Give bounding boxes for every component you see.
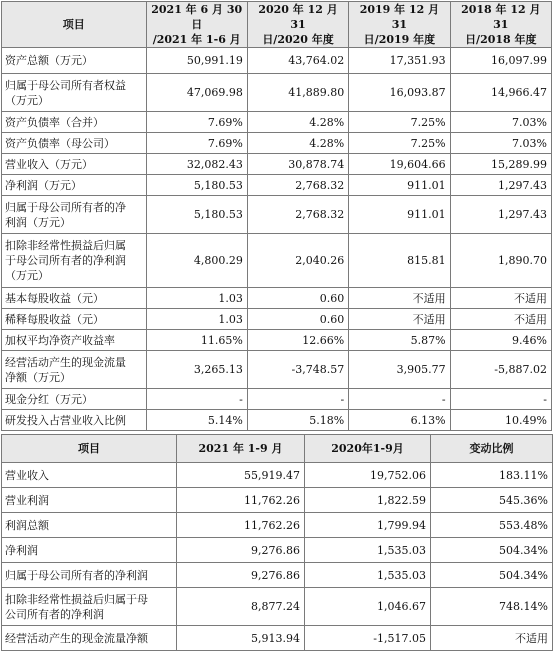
cell-text-line: 公司所有者的净利润: [5, 607, 104, 621]
value-cell: 6.13%: [349, 410, 450, 431]
table-row: [2, 513, 553, 538]
table-row: [2, 351, 552, 389]
quarterly-comparison-table: [1, 434, 553, 651]
cell-text-line: 归属于母公司所有者权益: [5, 78, 126, 92]
value-cell: 1,535.03: [305, 563, 431, 588]
row-label: [2, 538, 177, 563]
value-cell: 545.36%: [431, 488, 553, 513]
table-row: [2, 133, 552, 154]
table-row: [2, 74, 552, 112]
value-cell: 1,046.67: [305, 588, 431, 626]
cell-text-line: 2018 年 12 月 31: [461, 3, 541, 31]
value-cell: 1,297.43: [450, 196, 551, 234]
value-cell: 4.28%: [247, 133, 348, 154]
value-cell: 1,890.70: [450, 234, 551, 288]
value-cell: 7.69%: [146, 133, 247, 154]
column-header-period: 2021 年 1-9 月: [177, 435, 305, 463]
table-row: [2, 309, 552, 330]
value-cell: -5,887.02: [450, 351, 551, 389]
value-cell: -: [247, 389, 348, 410]
row-label: [2, 513, 177, 538]
value-cell: 1,535.03: [305, 538, 431, 563]
value-cell: 47,069.98: [146, 74, 247, 112]
table-row: [2, 48, 552, 74]
value-cell: 2,040.26: [247, 234, 348, 288]
value-cell: 9.46%: [450, 330, 551, 351]
table-row: [2, 234, 552, 288]
cell-text-line: 净利润: [5, 543, 38, 557]
value-cell: 19,752.06: [305, 463, 431, 488]
column-header-period: [450, 2, 551, 48]
cell-text-line: /2021 年 1-6 月: [152, 33, 241, 46]
cell-text-line: 利润（万元）: [5, 215, 71, 229]
value-cell: 5,180.53: [146, 175, 247, 196]
value-cell: -: [146, 389, 247, 410]
value-cell: 1,822.59: [305, 488, 431, 513]
column-header-period: [349, 2, 450, 48]
cell-text-line: 营业利润: [5, 493, 49, 507]
value-cell: 9,276.86: [177, 563, 305, 588]
row-label: [2, 309, 147, 330]
row-label: [2, 351, 147, 389]
value-cell: 911.01: [349, 196, 450, 234]
cell-text-line: 现金分红（万元）: [5, 392, 93, 406]
cell-text-line: 资产总额（万元）: [5, 54, 93, 67]
value-cell: 17,351.93: [349, 48, 450, 74]
cell-text-line: 2020 年 12 月 31: [258, 3, 338, 31]
value-cell: 5.18%: [247, 410, 348, 431]
value-cell: 41,889.80: [247, 74, 348, 112]
financial-indicators-table: [1, 1, 552, 431]
cell-text-line: 基本每股收益（元）: [5, 291, 104, 305]
table-row: [2, 175, 552, 196]
table-row: [2, 463, 553, 488]
value-cell: 0.60: [247, 309, 348, 330]
row-label: [2, 463, 177, 488]
value-cell: 14,966.47: [450, 74, 551, 112]
table-row: [2, 588, 553, 626]
table-row: [2, 288, 552, 309]
row-label: [2, 133, 147, 154]
value-cell: 10.49%: [450, 410, 551, 431]
value-cell: 8,877.24: [177, 588, 305, 626]
cell-text-line: 稀释每股收益（元）: [5, 312, 104, 326]
value-cell: 815.81: [349, 234, 450, 288]
table-row: [2, 488, 553, 513]
value-cell: 11,762.26: [177, 513, 305, 538]
value-cell: 0.60: [247, 288, 348, 309]
value-cell: 11,762.26: [177, 488, 305, 513]
value-cell: 1.03: [146, 288, 247, 309]
cell-text-line: 扣除非经常性损益后归属于母: [5, 592, 148, 606]
value-cell: -3,748.57: [247, 351, 348, 389]
value-cell: 9,276.86: [177, 538, 305, 563]
row-label: [2, 154, 147, 175]
table-row: [2, 112, 552, 133]
row-label: [2, 488, 177, 513]
value-cell: 748.14%: [431, 588, 553, 626]
row-label: [2, 389, 147, 410]
table-header-row: [2, 2, 552, 48]
value-cell: 183.11%: [431, 463, 553, 488]
cell-text-line: 日/2019 年度: [363, 33, 436, 46]
value-cell: 553.48%: [431, 513, 553, 538]
value-cell: 4.28%: [247, 112, 348, 133]
cell-text-line: 扣除非经常性损益后归属: [5, 239, 126, 252]
value-cell: 5,180.53: [146, 196, 247, 234]
cell-text-line: 净额（万元）: [5, 370, 71, 384]
cell-text-line: 加权平均净资产收益率: [5, 333, 115, 347]
row-label: [2, 563, 177, 588]
cell-text-line: 归属于母公司所有者的净: [5, 200, 126, 214]
value-cell: 43,764.02: [247, 48, 348, 74]
cell-text-line: 净利润（万元）: [5, 178, 82, 192]
value-cell: 1.03: [146, 309, 247, 330]
cell-text-line: 营业收入（万元）: [5, 157, 93, 171]
cell-text-line: （万元）: [5, 269, 49, 282]
column-header-item: [2, 2, 147, 48]
column-header-item: 项目: [2, 435, 177, 463]
value-cell: 30,878.74: [247, 154, 348, 175]
value-cell: 不适用: [450, 309, 551, 330]
row-label: [2, 588, 177, 626]
value-cell: 5.87%: [349, 330, 450, 351]
value-cell: 16,093.87: [349, 74, 450, 112]
value-cell: 19,604.66: [349, 154, 450, 175]
cell-text-line: 资产负债率（合并）: [5, 115, 104, 129]
value-cell: 1,297.43: [450, 175, 551, 196]
value-cell: 32,082.43: [146, 154, 247, 175]
row-label: [2, 175, 147, 196]
value-cell: 3,265.13: [146, 351, 247, 389]
row-label: [2, 48, 147, 74]
cell-text-line: 利润总额: [5, 518, 49, 532]
cell-text-line: 日/2020 年度: [262, 33, 334, 46]
cell-text-line: 营业收入: [5, 468, 49, 482]
value-cell: 7.25%: [349, 133, 450, 154]
value-cell: 504.34%: [431, 563, 553, 588]
value-cell: 504.34%: [431, 538, 553, 563]
value-cell: 不适用: [349, 309, 450, 330]
value-cell: 4,800.29: [146, 234, 247, 288]
cell-text-line: 归属于母公司所有者的净利润: [5, 568, 148, 582]
table-row: [2, 196, 552, 234]
value-cell: 50,991.19: [146, 48, 247, 74]
table-row: [2, 154, 552, 175]
cell-text-line: 日/2018 年度: [465, 33, 537, 46]
value-cell: 55,919.47: [177, 463, 305, 488]
row-label: [2, 410, 147, 431]
column-header-period: 2020年1-9月: [305, 435, 431, 463]
value-cell: 2,768.32: [247, 175, 348, 196]
value-cell: 不适用: [431, 626, 553, 651]
table-row: [2, 389, 552, 410]
value-cell: 7.69%: [146, 112, 247, 133]
cell-text-line: 于母公司所有者的净利润: [5, 254, 126, 267]
value-cell: 12.66%: [247, 330, 348, 351]
cell-text-line: 研发投入占营业收入比例: [5, 413, 126, 427]
table-row: [2, 410, 552, 431]
value-cell: 1,799.94: [305, 513, 431, 538]
value-cell: 15,289.99: [450, 154, 551, 175]
cell-text-line: （万元）: [5, 93, 49, 107]
row-label: [2, 196, 147, 234]
value-cell: 不适用: [349, 288, 450, 309]
value-cell: 911.01: [349, 175, 450, 196]
value-cell: 7.25%: [349, 112, 450, 133]
value-cell: 7.03%: [450, 112, 551, 133]
value-cell: 5,913.94: [177, 626, 305, 651]
value-cell: 11.65%: [146, 330, 247, 351]
table-header-row: [2, 435, 553, 463]
cell-text-line: 资产负债率（母公司）: [5, 136, 115, 150]
column-header-period: [247, 2, 348, 48]
row-label: [2, 112, 147, 133]
cell-text-line: 2019 年 12 月 31: [359, 3, 440, 31]
value-cell: -1,517.05: [305, 626, 431, 651]
table-row: [2, 563, 553, 588]
row-label: [2, 74, 147, 112]
table-row: [2, 538, 553, 563]
table-row: [2, 330, 552, 351]
row-label: [2, 626, 177, 651]
value-cell: 3,905.77: [349, 351, 450, 389]
row-label: [2, 288, 147, 309]
cell-text-line: 经营活动产生的现金流量净额: [5, 631, 148, 645]
column-header-period: 变动比例: [431, 435, 553, 463]
value-cell: 16,097.99: [450, 48, 551, 74]
row-label: [2, 234, 147, 288]
column-header-period: [146, 2, 247, 48]
value-cell: 2,768.32: [247, 196, 348, 234]
cell-text-line: 2021 年 6 月 30 日: [151, 3, 243, 31]
value-cell: -: [450, 389, 551, 410]
row-label: [2, 330, 147, 351]
value-cell: 5.14%: [146, 410, 247, 431]
value-cell: -: [349, 389, 450, 410]
cell-text-line: 经营活动产生的现金流量: [5, 355, 126, 369]
value-cell: 不适用: [450, 288, 551, 309]
value-cell: 7.03%: [450, 133, 551, 154]
table-row: [2, 626, 553, 651]
cell-text-line: 项目: [62, 18, 85, 31]
